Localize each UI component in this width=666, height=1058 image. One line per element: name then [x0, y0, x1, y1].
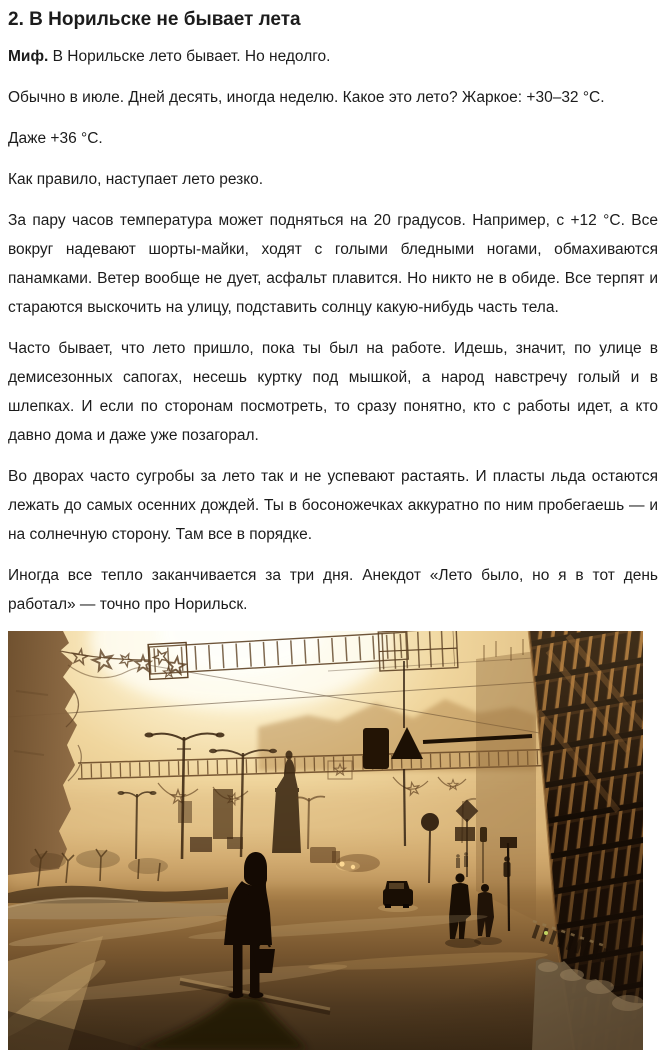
paragraph	[8, 83, 658, 112]
paragraph	[8, 561, 658, 619]
paragraph	[8, 165, 658, 194]
paragraph-text: Часто бывает, что лето пришло, пока ты был на работе. Идешь, значит, по улице в демисезонных сапогах, несешь куртку под мышкой, а народ навстречу голый и в шлепках. И если по сторонам посмотреть, то сразу понятно, кто с работы идет, а кто давно дома и даже уже позагорал.	[8, 340, 658, 444]
paragraph-text: Даже +36 °C.	[8, 130, 103, 147]
paragraph-text: Как правило, наступает лето резко.	[8, 171, 264, 188]
paragraph	[8, 206, 658, 322]
paragraph	[8, 124, 658, 153]
paragraph-text: В Норильске лето бывает. Но недолго.	[52, 48, 331, 65]
paragraph-text: Обычно в июле. Дней десять, иногда неделю. Какое это лето? Жаркое: +30–32 °C.	[8, 89, 605, 106]
vignette	[8, 631, 643, 1050]
paragraph-text: За пару часов температура может подняться на 20 градусов. Например, с +12 °C. Все вокруг надевают шорты-майки, ходят с голыми бледными ногами, обмахиваются панамками. Ветер вообще не дует, асфальт плавится. Но никто не в обиде. Все терпят и стараются выскочить на улицу, подставить солнцу какую-нибудь часть тела.	[8, 212, 658, 316]
paragraph	[8, 42, 658, 71]
article-photo-figure	[8, 631, 658, 1050]
norilsk-street-photo	[8, 631, 643, 1050]
paragraph	[8, 334, 658, 450]
section-heading: 2. В Норильске не бывает лета	[8, 9, 301, 30]
paragraph-text: Иногда все тепло заканчивается за три дня. Анекдот «Лето было, но я в тот день работал» — точно про Норильск.	[8, 567, 658, 613]
paragraph	[8, 462, 658, 549]
paragraph-text: Во дворах часто сугробы за лето так и не успевают растаять. И пласты льда остаются лежать до самых осенних дождей. Ты в босоножечках аккуратно по ним пробегаешь — и на солнечную сторону. Там все в порядке.	[8, 468, 658, 543]
paragraph-lead: Миф.	[8, 48, 49, 65]
